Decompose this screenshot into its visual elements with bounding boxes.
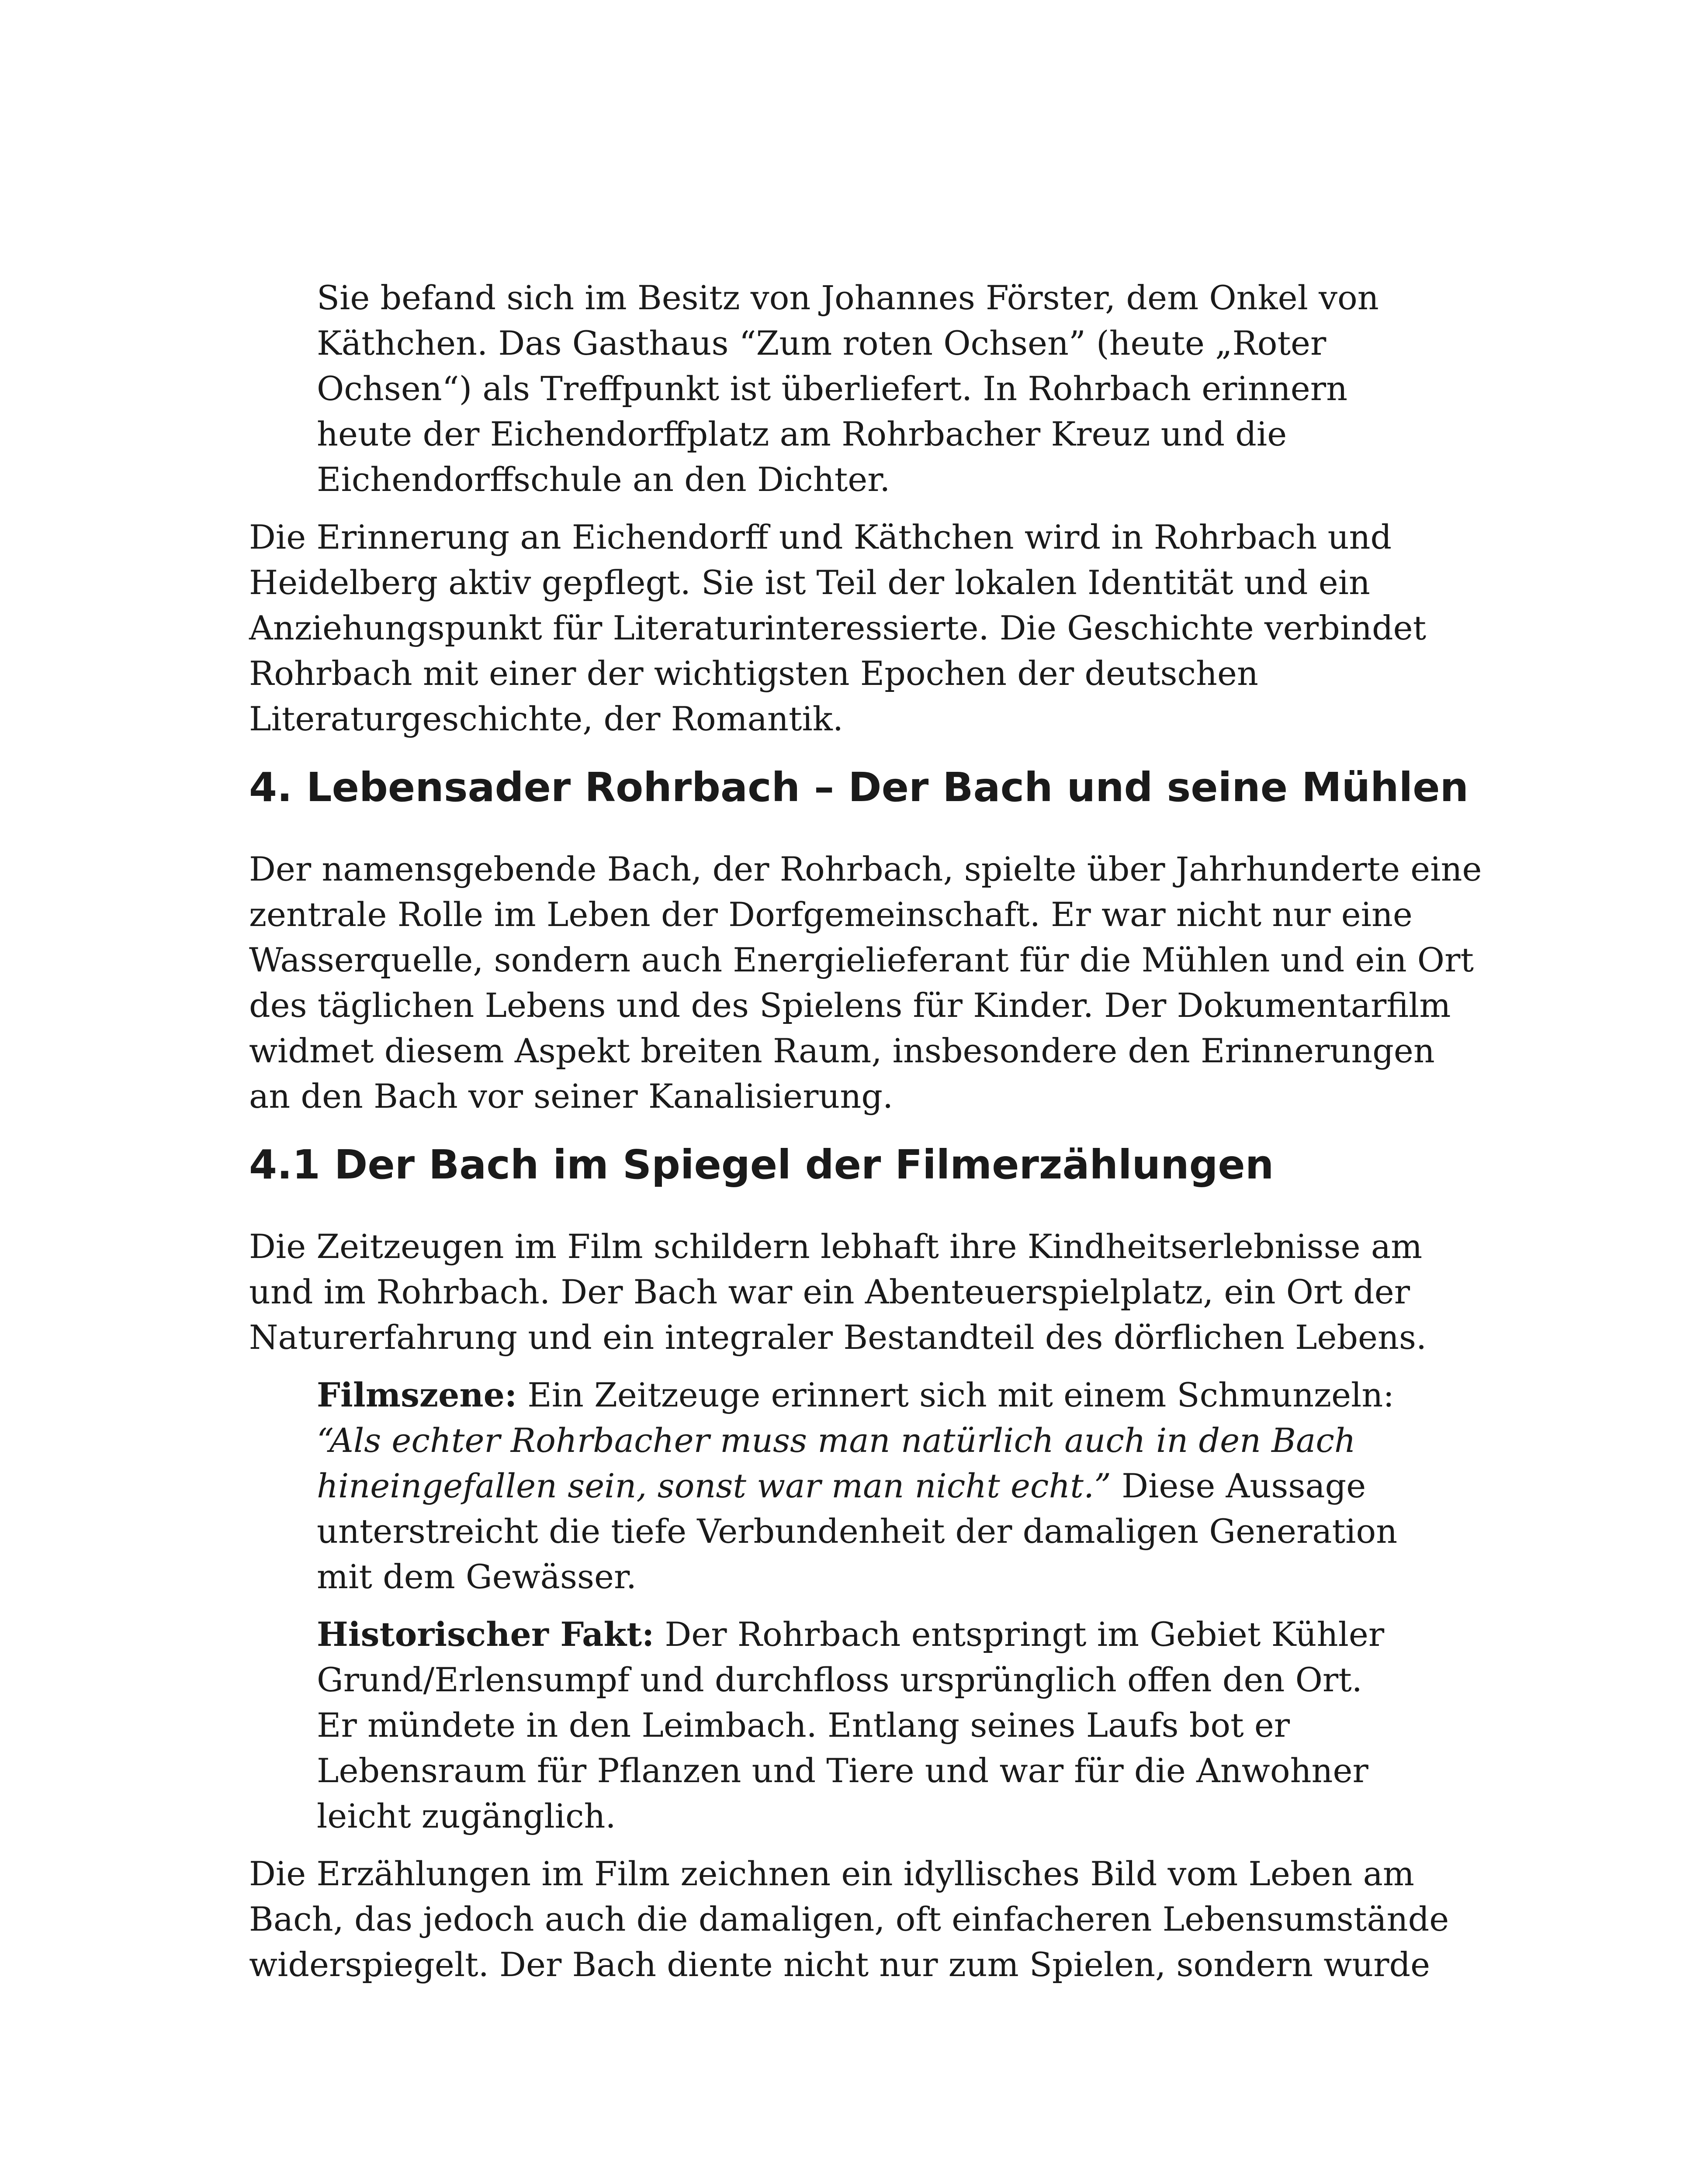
text-line: heute der Eichendorffplatz am Rohrbacher Kreuz und die [317,415,1287,453]
text-span: Der Rohrbach entspringt im Gebiet Kühler [654,1615,1385,1654]
text-line [317,1612,1464,1657]
text-line: Wasserquelle, sondern auch Energielieferant für die Mühlen und ein Ort [249,940,1474,979]
text-line: widmet diesem Aspekt breiten Raum, insbesondere den Erinnerungen [249,1031,1435,1070]
paragraph-foerster [317,275,1464,502]
paragraph-namensgebende-bach [249,847,1482,1119]
text-line: Lebensraum für Pflanzen und Tiere und war für die Anwohner [317,1751,1368,1790]
quote-span: hineingefallen sein, sonst war man nicht echt.” [317,1466,1111,1505]
paragraph-erinnerung [249,515,1464,742]
text-line: zentrale Rolle im Leben der Dorfgemeinschaft. Er war nicht nur eine [249,895,1413,934]
text-line: Ochsen“) als Treffpunkt ist überliefert. In Rohrbach erinnern [317,369,1348,408]
text-line: Anziehungspunkt für Literaturinteressierte. Die Geschichte verbindet [249,608,1427,647]
paragraph-historischer-fakt [317,1612,1464,1839]
text-line: Die Erinnerung an Eichendorff und Käthchen wird in Rohrbach und [249,518,1392,556]
text-line: Der namensgebende Bach, der Rohrbach, spielte über Jahrhunderte eine [249,850,1482,888]
filmszene-label: Filmszene: [317,1375,517,1414]
text-span: Diese Aussage [1111,1466,1366,1505]
text-line: Rohrbach mit einer der wichtigsten Epochen der deutschen [249,654,1258,693]
text-line: Bach, das jedoch auch die damaligen, oft einfacheren Lebensumstände [249,1900,1449,1939]
text-line [317,1372,1464,1418]
text-line: Literaturgeschichte, der Romantik. [249,699,844,738]
text-line: Sie befand sich im Besitz von Johannes Förster, dem Onkel von [317,278,1379,317]
text-line: Die Erzählungen im Film zeichnen ein idyllisches Bild vom Leben am [249,1854,1414,1893]
text-line: Grund/Erlensumpf und durchfloss ursprünglich offen den Ort. [317,1660,1362,1699]
paragraph-zeitzeugen [249,1224,1464,1360]
text-line: Heidelberg aktiv gepflegt. Sie ist Teil der lokalen Identität und ein [249,563,1370,602]
text-line: mit dem Gewässer. [317,1557,637,1596]
text-line: des täglichen Lebens und des Spielens für Kinder. Der Dokumentarfilm [249,986,1451,1025]
text-line: und im Rohrbach. Der Bach war ein Abenteuerspielplatz, ein Ort der [249,1272,1410,1311]
text-line: widerspiegelt. Der Bach diente nicht nur zum Spielen, sondern wurde [249,1945,1430,1984]
section-heading-4: 4. Lebensader Rohrbach – Der Bach und seine Mühlen [249,764,1469,811]
text-line: Er mündete in den Leimbach. Entlang seines Laufs bot er [317,1706,1290,1745]
text-line: an den Bach vor seiner Kanalisierung. [249,1077,894,1116]
historischer-fakt-label: Historischer Fakt: [317,1615,655,1654]
text-line: Käthchen. Das Gasthaus “Zum roten Ochsen” (heute „Roter [317,324,1326,363]
text-line: unterstreicht die tiefe Verbundenheit der damaligen Generation [317,1512,1398,1551]
paragraph-filmszene [317,1372,1464,1600]
text-line: leicht zugänglich. [317,1797,616,1835]
section-heading-4-1: 4.1 Der Bach im Spiegel der Filmerzählungen [249,1141,1274,1188]
text-line: Naturerfahrung und ein integraler Bestandteil des dörflichen Lebens. [249,1318,1427,1357]
text-line: Eichendorffschule an den Dichter. [317,460,890,499]
page-body [249,275,1482,1987]
quote-line: “Als echter Rohrbacher muss man natürlich auch in den Bach [317,1421,1356,1460]
paragraph-erzaehlungen [249,1851,1464,1987]
text-line [317,1463,1464,1509]
text-line: Die Zeitzeugen im Film schildern lebhaft ihre Kindheitserlebnisse am [249,1227,1423,1266]
text-span: Ein Zeitzeuge erinnert sich mit einem Schmunzeln: [517,1375,1394,1414]
